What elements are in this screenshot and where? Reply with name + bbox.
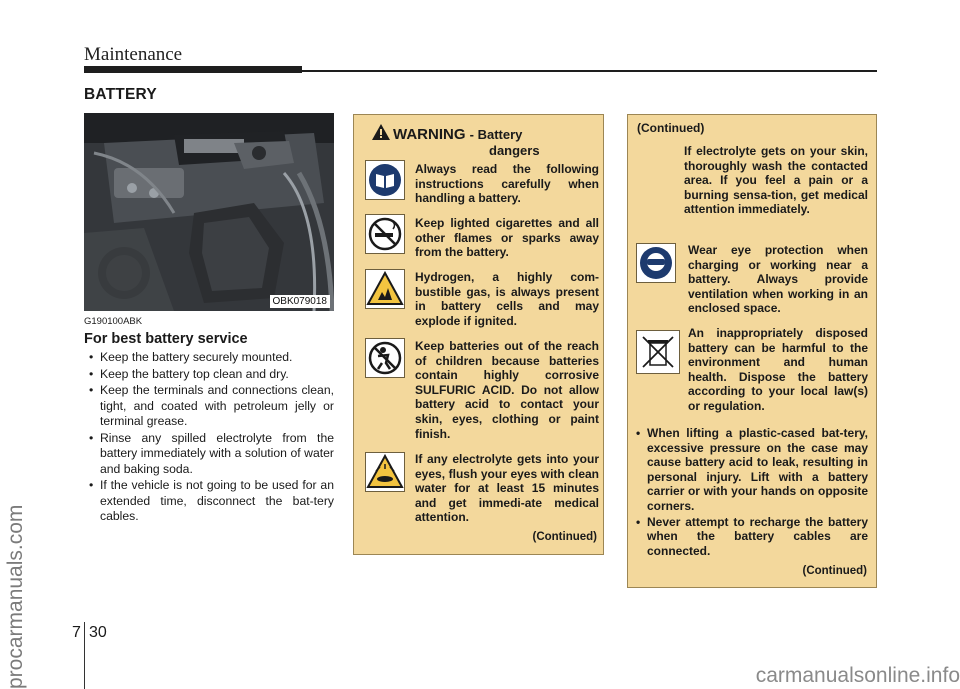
watermark-left: procarmanuals.com	[4, 504, 27, 689]
warning-heading	[393, 126, 522, 143]
continued-label: (Continued)	[802, 565, 867, 577]
engine-bay-illustration	[84, 113, 334, 311]
warning-text: An inappropriately disposed battery can be harmful to the environment and human health. Dispose the battery according to your local law(s) or regulation.	[688, 326, 868, 413]
disposal-icon	[636, 330, 680, 374]
continued-header: (Continued)	[637, 121, 705, 135]
list-item: • Keep the battery top clean and dry.	[84, 367, 334, 383]
battery-photo	[84, 113, 334, 311]
header-rule-thick	[84, 66, 302, 73]
continued-label: (Continued)	[532, 531, 597, 543]
keep-children-away-icon	[365, 338, 405, 378]
list-item: • Rinse any spilled electrolyte from the battery immediately with a solution of water and baking soda.	[84, 431, 334, 478]
footer-divider	[84, 622, 85, 689]
page-title: BATTERY	[84, 86, 157, 103]
watermark-bottom: carmanualsonline.info	[755, 664, 960, 687]
section-code: G190100ABK	[84, 316, 143, 327]
warning-text: Wear eye protection when charging or working near a battery. Always provide ventilation when working in an enclosed space.	[688, 243, 868, 316]
list-item: • Keep the terminals and connections clean, tight, and coated with petroleum jelly or terminal grease.	[84, 383, 334, 430]
section-header: Maintenance	[84, 44, 183, 65]
list-item: • Keep the battery securely mounted.	[84, 350, 334, 366]
chapter-number: 7	[72, 624, 81, 641]
header-rule-thin	[302, 70, 877, 72]
warning-text: Hydrogen, a highly com-bustible gas, is always present in battery cells and may explode if ignited.	[415, 270, 599, 328]
no-smoking-icon	[365, 214, 405, 254]
warning-text: If electrolyte gets on your skin, thoroughly wash the contacted area. If you feel a pain or a burning sensa-tion, get medical attention immediately.	[684, 144, 868, 217]
list-item: • When lifting a plastic-cased bat-tery, excessive pressure on the case may cause battery acid to leak, resulting in personal injury. Lift with a battery carrier or with your hands on opposite corners.	[633, 426, 868, 514]
warning-triangle-icon	[371, 123, 391, 141]
warning-text: Keep batteries out of the reach of children because batteries contain highly corrosive SULFURIC ACID. Do not allow battery acid to contact your skin, eyes, clothing or paint finish.	[415, 339, 599, 441]
page-number: 30	[89, 624, 107, 641]
explosion-icon	[365, 269, 405, 309]
battery-handling-list	[633, 426, 868, 559]
subsection-title: For best battery service	[84, 331, 248, 347]
warning-text: Keep lighted cigarettes and all other flames or sparks away from the battery.	[415, 216, 599, 260]
warning-text: Always read the following instructions carefully when handling a battery.	[415, 162, 599, 206]
eye-rinse-icon	[365, 452, 405, 492]
warning-text: If any electrolyte gets into your eyes, flush your eyes with clean water for at least 15 minutes and get immedi-ate medical attention.	[415, 452, 599, 525]
warning-subtitle: - Battery	[469, 127, 523, 142]
warning-subtitle-line2: dangers	[489, 143, 540, 158]
book-icon	[365, 160, 405, 200]
warning-label: WARNING	[393, 126, 466, 143]
battery-service-list	[84, 350, 334, 526]
list-item: • Never attempt to recharge the battery when the battery cables are connected.	[633, 515, 868, 559]
eye-protection-icon	[636, 243, 676, 283]
list-item: • If the vehicle is not going to be used for an extended time, disconnect the bat-tery cables.	[84, 478, 334, 525]
photo-label: OBK079018	[270, 295, 331, 308]
